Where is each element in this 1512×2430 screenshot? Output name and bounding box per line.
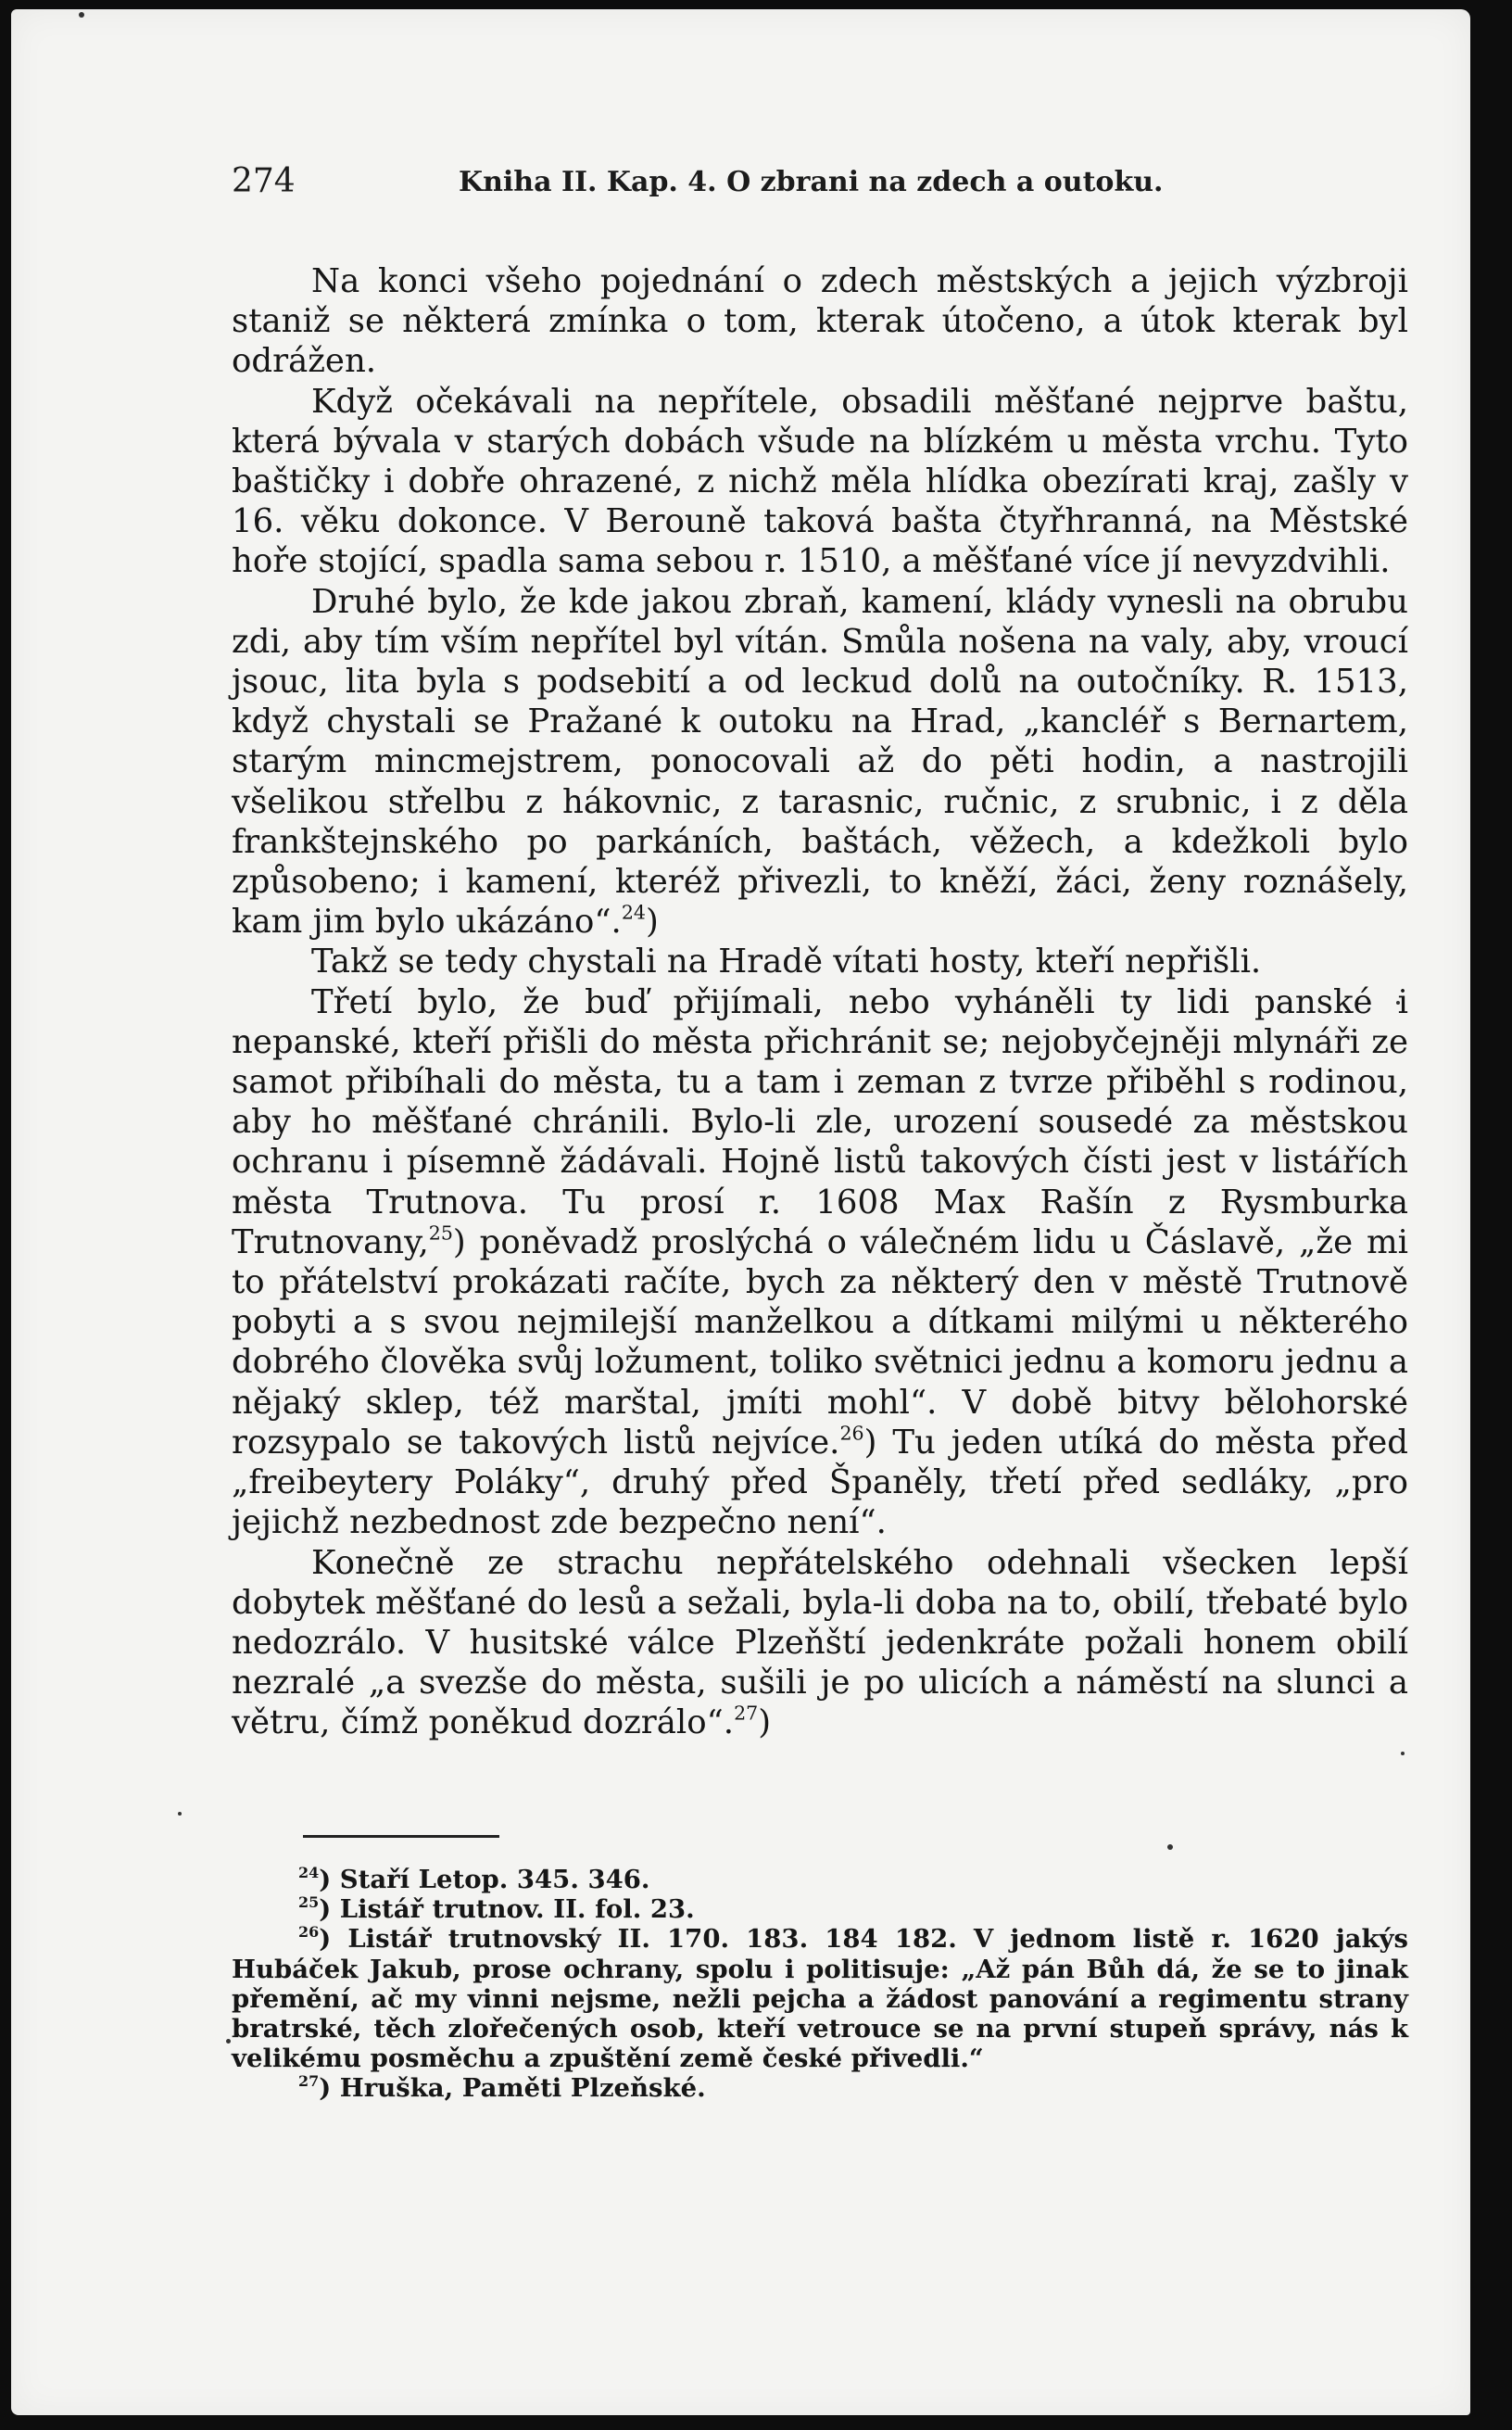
- paragraph-text: Třetí bylo, že buď přijímali, nebo vyháněli ty lidi panské i nepanské, kteří přišli do města přichránit se; nejobyčejněji mlynáři ze samot přibíhali do města, tu a tam i zeman z tvrze přiběhl s rodinou, aby ho měšťané chránili. Bylo-li zle, urození sousedé za městskou ochranu i písemně žádávali. Hojně listů takových čísti jest v listářích města Trutnova. Tu prosí r. 1608 Max Rašín z Rysmburka Trutnovany,: [232, 982, 1408, 1261]
- paragraph-text: ) poněvadž proslýchá o válečném lidu u Čáslavě, „že mi to přátelství prokázati račíte, bych za některý den v městě Trutnově pobyti a s svou nejmilejší manželkou a dítkami milými u některého dobrého člověka svůj ložument, toliko světnici jednu a komoru jednu a nějaký sklep, též marštal, jmíti mohl“. V době bitvy bělohorské rozsypalo se takových listů nejvíce.: [232, 1222, 1408, 1462]
- speck: [1167, 1844, 1173, 1850]
- footnote-rule: [303, 1835, 499, 1838]
- footnote-paren: ): [646, 903, 659, 942]
- footnote-text: ) Listář trutnovský II. 170. 183. 184 182. V jednom listě r. 1620 jakýs Hubáček Jakub, prose ochrany, spolu i politisuje: „Až pán Bůh dá, že se to jinak přemění, ač my vinni nejsme, nežli pejcha a žádost panování a regimentu strany bratrské, těch zlořečených osob, kteří vetrouce se na první stupeň správy, nás k velikému posměchu a zpuštění země české přivedli.“: [232, 1924, 1408, 2074]
- footnote: [232, 1924, 1408, 2073]
- footnote-text: ) Hruška, Paměti Plzeňské.: [319, 2073, 706, 2104]
- speck: [1401, 1752, 1405, 1755]
- paragraph: [232, 1543, 1408, 1743]
- footnote: [232, 1865, 1408, 1894]
- page-number: 274: [232, 162, 296, 200]
- paragraph-text: ) Tu jeden utíká do města před „freibeytery Poláky“, druhý před Španěly, třetí před sedláky, „pro jejichž nezbednost zde bezpečno není“.: [232, 1423, 1408, 1542]
- footnote-ref: 24: [621, 901, 646, 924]
- footnote: [232, 2073, 1408, 2103]
- footnote-number: 27: [298, 2072, 320, 2091]
- footnote-number: 25: [298, 1893, 320, 1912]
- paragraph-text: Druhé bylo, že kde jakou zbraň, kamení, klády vynesli na obrubu zdi, aby tím vším nepřítel byl vítán. Smůla nošena na valy, aby, vroucí jsouc, lita byla s podsebití a od leckud dolů na outočníky. R. 1513, když chystali se Pražané k outoku na Hrad, „kancléř s Bernartem, starým mincmejstrem, ponocovali až do pěti hodin, a nastrojili všelikou střelbu z hákovnic, z tarasnic, ručnic, z srubnic, i z děla frankštejnského po parkáních, baštách, věžech, a kdežkoli bylo způsobeno; i kamení, kteréž přivezli, to kněží, žáci, ženy roznášely, kam jim bylo ukázáno“.: [232, 582, 1408, 942]
- paragraph: Na konci všeho pojednání o zdech městských a jejich výzbroji staniž se některá zmínka o tom, kterak útočeno, a útok kterak byl odrážen.: [232, 262, 1408, 381]
- footnote-text: ) Listář trutnov. II. fol. 23.: [319, 1894, 695, 1925]
- footnote-text: ) Staří Letop. 345. 346.: [319, 1865, 650, 1894]
- footnotes: [232, 1865, 1408, 2104]
- paragraph: [232, 582, 1408, 943]
- main-text: [232, 261, 1408, 1743]
- paragraph: Takž se tedy chystali na Hradě vítati hosty, kteří nepřišli.: [311, 943, 1262, 981]
- running-head: Kniha II. Kap. 4. O zbrani na zdech a outoku.: [459, 166, 1164, 198]
- paragraph-text: Konečně ze strachu nepřátelského odehnali všecken lepší dobytek měšťané do lesů a sežali, byla-li doba na to, obilí, třebaté bylo nedozrálo. V husitské válce Plzeňští jedenkráte požali honem obilí nezralé „a svezše do města, sušili je po ulicích a náměstí na slunci a větru, čímž poněkud dozrálo“.: [232, 1543, 1408, 1742]
- footnote: [232, 1894, 1408, 1924]
- paragraph: [232, 982, 1408, 1543]
- footnote-ref: 26: [839, 1422, 864, 1445]
- footnote-number: 26: [298, 1923, 320, 1942]
- paragraph: Když očekávali na nepřítele, obsadili měšťané nejprve baštu, která bývala v starých dobách všude na blízkém u města vrchu. Tyto baštičky i dobře ohrazené, z nichž měla hlídka obezírati kraj, zašly v 16. věku dokonce. V Berouně taková bašta čtyřhranná, na Městské hoře stojící, spadla sama sebou r. 1510, a měšťané více jí nevyzdvihli.: [232, 382, 1408, 581]
- footnote-ref: 25: [428, 1221, 453, 1245]
- footnote-ref: 27: [734, 1702, 759, 1725]
- speck: [178, 1812, 182, 1816]
- speck: [226, 2039, 231, 2044]
- footnote-number: 24: [298, 1863, 320, 1881]
- speck: [79, 12, 84, 18]
- footnote-paren: ): [758, 1703, 772, 1742]
